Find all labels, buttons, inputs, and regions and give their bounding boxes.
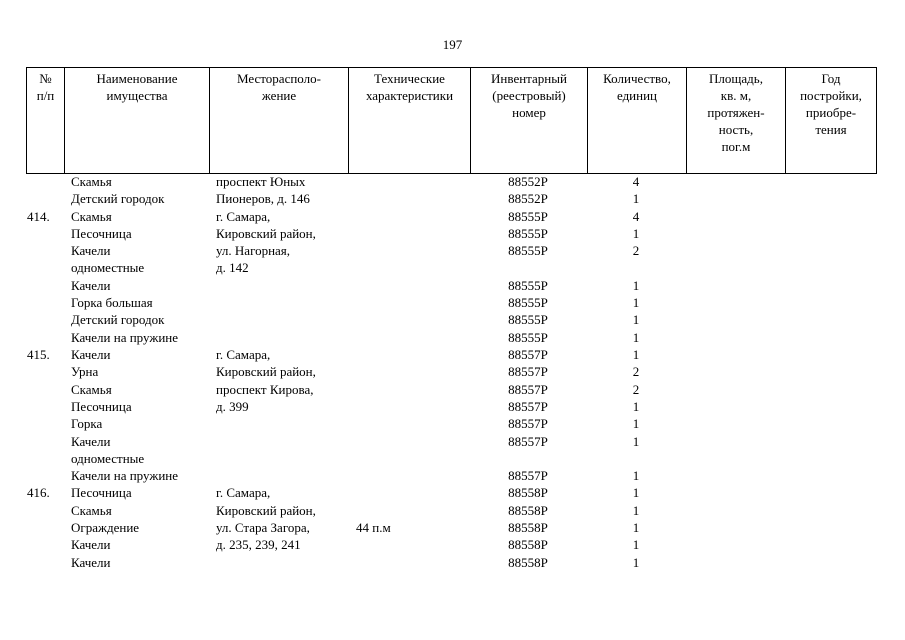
item-inventory-number: 88555Р — [508, 277, 548, 293]
item-name: Ограждение — [71, 520, 140, 535]
item-quantity: 1 — [632, 554, 640, 570]
item-inventory-number: 88557Р — [508, 381, 548, 397]
header-name: Наименование имущества — [65, 68, 210, 174]
item-quantity: 1 — [632, 416, 640, 432]
header-location: Месторасполо- жение — [210, 68, 349, 174]
item-inventory-number: 88555Р — [508, 225, 548, 241]
table-header — [26, 67, 877, 174]
item-name: Качели одноместные — [71, 433, 145, 466]
item-quantity: 2 — [632, 364, 640, 380]
item-quantity: 1 — [632, 520, 640, 535]
item-inventory-number: 88555Р — [508, 295, 548, 311]
item-location: Кировский район, — [216, 225, 316, 241]
header-quantity: Количество, единиц — [588, 68, 687, 174]
item-inventory-number: 88555Р — [508, 329, 548, 345]
item-quantity: 1 — [632, 277, 640, 293]
item-location: г. Самара, — [216, 208, 271, 224]
item-name: Песочница — [71, 225, 132, 241]
item-inventory-number: 88555Р — [508, 243, 548, 259]
item-inventory-number: 88558Р — [508, 502, 548, 518]
item-name: Скамья — [71, 381, 112, 397]
item-quantity: 1 — [632, 433, 640, 449]
item-name: Качели на пружине — [71, 329, 179, 345]
item-location: Пионеров, д. 146 — [216, 191, 310, 207]
item-name: Горка большая — [71, 295, 153, 311]
item-name: Детский городок — [71, 312, 165, 328]
item-quantity: 2 — [632, 243, 640, 259]
header-inventory: Инвентарный (реестровый) номер — [471, 68, 588, 174]
item-location: Кировский район, — [216, 364, 316, 380]
item-quantity: 4 — [632, 174, 640, 189]
item-quantity: 1 — [632, 468, 640, 484]
item-quantity: 4 — [632, 208, 640, 224]
item-inventory-number: 88552Р — [508, 174, 548, 189]
item-inventory-number: 88558Р — [508, 537, 548, 553]
item-name: Детский городок — [71, 191, 165, 207]
item-location: ул. Стара Загора, — [216, 520, 310, 535]
item-name: Скамья — [71, 208, 112, 224]
item-quantity: 1 — [632, 329, 640, 345]
item-inventory-number: 88557Р — [508, 468, 548, 484]
item-name: Качели — [71, 277, 111, 293]
item-name: Скамья — [71, 174, 112, 189]
header-technical: Технические характеристики — [349, 68, 471, 174]
item-quantity: 1 — [632, 502, 640, 518]
item-location: ул. Нагорная, д. 142 — [216, 243, 291, 276]
item-location: д. 399 — [216, 398, 249, 414]
item-inventory-number: 88557Р — [508, 416, 548, 432]
item-location: г. Самара, — [216, 347, 271, 362]
item-inventory-number: 88558Р — [508, 554, 548, 570]
page-number: 197 — [442, 37, 463, 52]
item-inventory-number: 88555Р — [508, 208, 548, 224]
item-name: Урна — [71, 364, 99, 380]
item-name: Качели одноместные — [71, 243, 145, 276]
item-quantity: 1 — [632, 537, 640, 553]
item-quantity: 1 — [632, 225, 640, 241]
item-name: Качели — [71, 537, 111, 553]
item-location: г. Самара, — [216, 485, 271, 501]
item-inventory-number: 88558Р — [508, 485, 548, 501]
item-number: 416. — [27, 485, 50, 501]
item-inventory-number: 88557Р — [508, 433, 548, 449]
item-location: проспект Юных — [216, 174, 306, 189]
item-number: 414. — [27, 208, 50, 224]
item-quantity: 1 — [632, 347, 640, 362]
header-year: Год постройки, приобре- тения — [786, 68, 877, 174]
item-inventory-number: 88555Р — [508, 312, 548, 328]
item-inventory-number: 88552Р — [508, 191, 548, 207]
item-name: Песочница — [71, 398, 132, 414]
item-name: Качели на пружине — [71, 468, 179, 484]
item-inventory-number: 88557Р — [508, 364, 548, 380]
item-quantity: 1 — [632, 398, 640, 414]
item-name: Качели — [71, 347, 111, 362]
item-name: Скамья — [71, 502, 112, 518]
item-number: 415. — [27, 347, 50, 362]
item-quantity: 2 — [632, 381, 640, 397]
item-quantity: 1 — [632, 485, 640, 501]
item-quantity: 1 — [632, 312, 640, 328]
item-quantity: 1 — [632, 295, 640, 311]
header-number: № п/п — [27, 68, 65, 174]
item-inventory-number: 88557Р — [508, 347, 548, 362]
item-name: Песочница — [71, 485, 132, 501]
header-area: Площадь, кв. м, протяжен- ность, пог.м — [687, 68, 786, 174]
item-location: д. 235, 239, 241 — [216, 537, 301, 553]
item-location: Кировский район, — [216, 502, 316, 518]
item-inventory-number: 88558Р — [508, 520, 548, 535]
item-inventory-number: 88557Р — [508, 398, 548, 414]
item-technical: 44 п.м — [356, 520, 391, 535]
item-name: Горка — [71, 416, 103, 432]
item-location: проспект Кирова, — [216, 381, 314, 397]
item-quantity: 1 — [632, 191, 640, 207]
item-name: Качели — [71, 554, 111, 570]
